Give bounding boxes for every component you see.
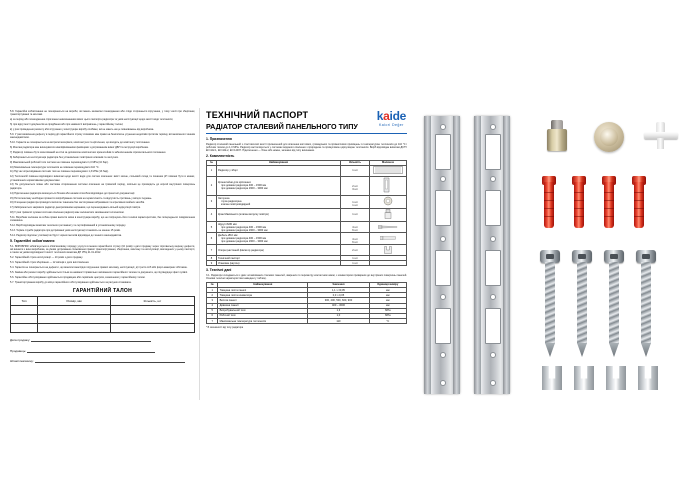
page-title: ТЕХНІЧНИЙ ПАСПОРТ [206,110,309,120]
kit-table [206,160,407,266]
paragraph: Радіатор сталевий панельний з сталі високої якості призначений для опалення житлових, громадських та промислових приміщень із температурою теплоносія до 110 °C і робочим тиском до 1,0 МПа. Радіатор застосовується у системах водяного опалення з природною та примусовою циркуляцією теплоносія. Виріб відповідає вимогам ДСТУ EN 442-1, EN 442-2, EN 14037. Підключення — бічне або нижнє, залежно від типу виконання. [206,142,407,153]
cell: Робочий тиск [218,313,308,318]
cell: Випробувальний тиск [218,308,308,313]
paragraph: 5.9. У разі виявлення дефекту в період дії гарантійного строку споживач має право на безоплатне усунення недоліків протягом терміну, встановленого чинним законодавством. [10,132,195,140]
cell [11,306,38,315]
field-label: Продавець: [10,348,27,353]
qty-value: 4 шт [352,237,358,241]
paragraph: 5.1. ВИРОБНИК зобов'язується в обов'язковому порядку усунути в межах гарантійного строку (10 років) з дати продажу через торговельну мережу дефекти, які виникли з вини виробника, за умови дотримання споживачем правил транспортування, зберігання, монтажу та експлуатації, викладених у цьому паспорті, а також за умови відповідності якості теплоносія вимогам ДП УНЦ 21.01-2012. [10,244,195,255]
column-header: № [207,282,218,287]
cell-qty [341,195,370,208]
cell-picture [370,221,407,233]
cell [11,324,38,333]
column-header: Тип [11,297,38,306]
dowel-shank [544,182,554,228]
cell: 300, 400, 500, 600, 900 [308,298,369,303]
table-row [11,306,195,315]
cell-qty: 1 шт [341,261,370,266]
cell-index: 7 [207,245,217,256]
paragraph: 7) Радіатор повинен бути змонтований на стіні за допомогою комплектних кронштейнів із забезпеченням горизонтального положення. [10,150,167,154]
table-row [11,324,195,333]
cell: 3 [207,298,218,303]
blind-plug-photo [594,122,624,152]
paragraph: 5.10. Гарантія не поширюється на витратні матеріали, комплектуючі та кріплення, що входять до комплекту постачання. [10,141,151,145]
paragraph: б) при відсутності документів на придбання або при наявності виправлень у гарантійному талоні; [10,123,124,127]
spec-footnote: * В залежності від типу радіатора [206,325,244,329]
field-rule [27,348,155,353]
cell: 1,1 ч ±0,05 [308,287,369,292]
warranty-card-title: ГАРАНТІЙНИЙ ТАЛОН [73,288,132,295]
paragraph: 5.4. Гарантія не поширюється на дефекти, що виникли внаслідок порушення правил монтажу, експлуатації, дії третіх осіб або форс-мажорних обставин. [10,266,188,270]
screw-photo [572,250,592,358]
screw-shaft [609,262,619,344]
field-label: Дата продажу: [10,338,31,343]
bracket-edge [474,116,481,394]
paragraph: 6) Монтаж радіатора має виконуватися кваліфікованими фахівцями з дотриманням вимог ДБН та інструкції виробника. [10,145,149,149]
cell-picture [370,165,407,176]
field-row [10,358,195,363]
bracket-slot [435,308,451,344]
item-sublabel: при довжині радіатора 1600 – 3000 мм [221,240,268,244]
bracket-hole [490,294,496,300]
air-vent-icon [384,209,392,219]
bracket-hole [440,380,446,386]
paragraph: 8) Забороняється експлуатація радіатора без установлених повітряних клапанів та заглушок. [10,155,119,159]
cell: 110 [308,319,369,324]
column-header: Кількість [341,160,370,165]
hook-icon [384,246,392,254]
section3-title: 3. Технічні дані [206,268,232,273]
cell: °C [369,319,406,324]
qty-value: 1 шт [352,203,358,207]
screw-photo [604,250,624,358]
screw-shaft [641,262,651,344]
document-sheet [8,108,692,400]
item-label: Шуруп 8х80 мм: [218,222,238,226]
cell: мм [369,303,406,308]
cell [110,306,194,315]
paragraph: 11) Під час опресовування системи тиск не повинен перевищувати 1,3 МПа (13 бар). [10,170,109,174]
cell [110,315,194,324]
paragraph: 5.11. Виробник залишає за собою право вносити зміни в конструкцію виробу, що не погіршують його технічні характеристики, без попереднього повідомлення споживача. [10,216,195,223]
cell: МПа [369,313,406,318]
bracket-hole [490,352,496,358]
paragraph: в) у разі проведення ремонту або втручання у конструкцію виробу особами, які не мають на це повноважень від виробника. [10,127,155,131]
cell: 1 [207,287,218,292]
table-row [11,315,195,324]
divider [206,133,407,134]
table-header-row [11,297,195,306]
column-header: Одиниця виміру [369,282,406,287]
column-header: Найменування [218,282,308,287]
screw-tip [545,343,555,357]
cell [11,315,38,324]
screw-shaft [577,262,587,344]
table-row [207,176,407,195]
cell-index: 6 [207,233,217,245]
paragraph: 10) Максимальна температура теплоносія не повинна перевищувати 110 °C. [10,165,100,169]
screw-photo [636,250,656,358]
dowel-shank [574,182,584,228]
paragraph: 14) Підключення радіатора виконується бічним або нижнім способом відповідно до проектної документації. [10,191,136,195]
cell: Товщина листа панелі [218,287,308,292]
dowel-photo [542,176,556,228]
qty-value: 2 шт [352,184,358,188]
plug-icon [382,196,394,206]
dowel-shank [604,182,614,228]
table-row [207,245,407,256]
cell: 4 [207,303,218,308]
paragraph: а) за період або пошкодження спричинені невиконанням вимог цього паспорта радіатора та умов експлуатації щодо якості води теплоносія; [10,118,174,122]
cell-picture [370,176,407,195]
cell-index: 8 [207,256,217,261]
cell-qty: 1 шт [341,165,370,176]
cell-qty [341,176,370,195]
section1-body [206,143,407,153]
item-label: Кронштейни для кріплення: [218,181,252,185]
cell: мм [369,298,406,303]
field-label: Штамп магазину: [10,359,34,364]
field-rule [35,358,185,363]
bracket-left [424,116,460,394]
bracket-slot [435,190,451,226]
column-header: Розмір, мм [38,297,111,306]
wall-clip-photo [644,122,678,150]
spec-table [206,282,407,325]
paragraph: 15) Після монтажу необхідно провести випробування системи на герметичність та відсутність протікань у місцях з'єднань. [10,196,153,200]
paragraph: 17) Забороняється закривати радіатор декоративними екранами, що перешкоджають вільній циркуляції повітря. [10,206,141,210]
cell: Довжина панелі [218,303,308,308]
paragraph: 5.14. Радіатор підлягає утилізації як брухт чорних металів відповідно до чинного законодавства. [10,234,122,238]
bracket-edge [424,116,431,394]
screw-tip [641,343,651,357]
dowel-photo [602,176,616,228]
brackets-photo [412,108,528,400]
cell-name [217,195,341,208]
left-column [8,108,200,400]
bracket-slot [435,250,451,286]
field-row [10,348,195,353]
table-row [207,233,407,245]
cell-index: 4 [207,208,217,221]
item-label: Дюбель Ø10 мм: [218,234,239,238]
item-sublabel: при довжині радіатора 400 – 1500 мм [221,184,267,188]
qty-value: 3 шт [352,187,358,191]
item-sublabel: при довжині радіатора 400 – 1500 мм [221,225,267,229]
table-row [207,195,407,208]
cell-picture [370,208,407,221]
cell [38,324,111,333]
bracket-slot [485,134,501,170]
cell-picture [370,233,407,245]
cell-index: 5 [207,221,217,233]
cell-name: Упаковка (картон) [217,261,341,266]
dowel-photo [632,176,646,228]
item-sublabel: при довжині радіатора 400 – 1500 мм [221,237,267,241]
paragraph: 5.12. Виріб відповідає вимогам технічного регламенту та сертифікований в установленому порядку. [10,224,126,228]
logo-tagline: Kalori Değer [379,122,404,127]
dowel-photo [572,176,586,228]
cell [38,315,111,324]
air-vent-valve-photo [544,120,570,154]
screw-photo [540,250,560,358]
support-hook-photo [606,366,626,390]
qty-value: 6 шт [352,228,358,232]
cell: мм [369,293,406,298]
cell-name [217,233,341,245]
cell: 6 [207,313,218,318]
bracket-edge [453,116,460,394]
clip-foot [657,138,664,149]
bracket-icon [383,177,393,193]
support-hook-photo [638,366,658,390]
cell-picture [370,261,407,266]
bracket-hole [440,352,446,358]
brand-logo [377,110,406,127]
paragraph: 16) Очищення радіатора проводити вологою тканиною без застосування абразивних та агресивних мийних засобів. [10,201,145,205]
page-subtitle: РАДІАТОР СТАЛЕВИЙ ПАНЕЛЬНОГО ТИПУ [206,122,358,131]
cell-qty: 1 шт [341,208,370,221]
column-header: Кількість, шт [110,297,194,306]
dowel-icon [380,235,396,241]
paragraph: 3.1. Радіатори складаються з двох штампованих сталевих панелей, зварених по периметру контактним швом, з конвектором приварним до внутрішніх поверхонь панелей. Основні технічні характеристики наведені у таблиці. [206,273,407,280]
cell-index: 9 [207,261,217,266]
screw-tip [609,343,619,357]
bracket-hole [490,176,496,182]
left-text-block [10,110,195,237]
column-header: Значення [308,282,369,287]
cell-index: 2 [207,176,217,195]
support-hook-photo [574,366,594,390]
bracket-slot [485,190,501,226]
bracket-hole [490,380,496,386]
item-sublabel: глуха радіаторна [221,200,242,204]
cell-name: Опора (настінний фіксатор радіатора) [217,245,341,256]
middle-column [200,108,412,400]
guarantee-text-block [10,245,195,284]
table-row [207,319,407,324]
paragraph: 5.7. Транспортування виробу до місця гарантійного обслуговування здійснюється за рахунок споживача. [10,280,132,284]
qty-value: 1 шт [352,200,358,204]
cell: 7 [207,319,218,324]
cell-qty [341,221,370,233]
cell-name: Кран Маєвського (клапан випуску повітря) [217,208,341,221]
bracket-hole [490,236,496,242]
paragraph: 5.8. Гарантійні зобов'язання не поширюються на вироби, які мають механічні пошкодження або сліди стороннього втручання, у тому числі при зберіганні, транспортуванні та монтажі. [10,110,195,117]
cell: 2 [207,293,218,298]
cell-name: Радіатор у зборі [217,165,341,176]
cell: 1,0 [308,313,369,318]
flame-icon: a [383,109,390,123]
cell-picture [370,245,407,256]
table-row [207,261,407,266]
cell: Товщина листа конвектора [218,293,308,298]
cell-name [217,176,341,195]
bracket-slot [485,250,501,286]
bracket-hole [440,236,446,242]
bracket-slot [485,308,501,344]
bracket-hole [490,124,496,130]
paragraph: 12) Теплоносій повинен відповідати вимогам щодо якості води для систем опалення: вміст кисню, сольовий склад та показник pH повинні бути в межах, установлених нормативними документами. [10,175,195,182]
field-rule [31,337,151,342]
section1-title: 1. Призначення [206,137,232,141]
bracket-hole [440,294,446,300]
cell [38,306,111,315]
cell-name [217,221,341,233]
guarantee-section-title: 5. Гарантійні зобов'язання [10,239,55,244]
screw-tip [577,343,587,357]
cell: мм [369,287,406,292]
field-row [10,337,195,342]
cell: Максимальна температура теплоносія [218,319,308,324]
cell: 0,3 ч 0,05 [308,293,369,298]
qty-value: 4 шт [352,225,358,229]
bracket-edge [503,116,510,394]
paragraph: 13) Не допускається повне або часткове спорожнення системи опалення на тривалий період, оскільки це призводить до корозії внутрішніх поверхонь радіатора. [10,183,195,190]
table-row [207,208,407,221]
dowel-shank [634,182,644,228]
bracket-slot [435,134,451,170]
radiator-icon [373,166,403,174]
screw-shaft [545,262,555,344]
column-header: Найменування [217,160,341,165]
cell-index: 1 [207,165,217,176]
paragraph: 18) У разі тривалої зупинки системи опалення радіатор має залишатися заповненим теплоносієм. [10,211,125,215]
column-header: № [207,160,217,165]
cell: 5 [207,308,218,313]
parts-photo [528,108,692,400]
cell [110,324,194,333]
qty-value: 6 шт [352,240,358,244]
paragraph: 5.3. Гарантійний строк зберігання — 12 місяців з дати виготовлення. [10,261,90,265]
paragraph: 9) Максимальний робочий тиск системи не повинен перевищувати 1,0 МПа (10 бар). [10,160,109,164]
valve-body [547,129,567,151]
section2-title: 2. Комплектність [206,154,235,159]
bracket-hole [440,176,446,182]
item-label: Заглушка [218,197,230,201]
cell: Висота панелі [218,298,308,303]
bracket-hole [440,124,446,130]
logo-text: kaide [376,109,406,123]
table-row [207,221,407,233]
cell-qty: 1 шт [341,256,370,261]
cell: 400 – 3000 [308,303,369,308]
section3-intro [206,274,407,281]
item-sublabel: при довжині радіатора 1600 – 3000 мм [221,228,268,232]
warranty-table [10,296,195,333]
cell-name: Технічний паспорт [217,256,341,261]
cell-index: 3 [207,195,217,208]
cell-qty: 2 шт [341,245,370,256]
paragraph: 5.6. Гарантійне обслуговування здійснюється продавцем або сервісним центром, зазначеним у гарантійному талоні. [10,275,146,279]
column-header: Малюнок [370,160,407,165]
cell-qty [341,233,370,245]
cell-picture [370,195,407,208]
item-sublabel: клапан повітровідвідний [221,203,251,207]
table-row [207,165,407,176]
paragraph: 5.13. Термін служби радіатора при дотриманні умов експлуатації становить не менше 15 років. [10,229,121,233]
support-hook-photo [542,366,562,390]
screw-icon [378,224,398,230]
paragraph: 5.5. Заміна або ремонт виробу здійснюється тільки за наявності правильно заповненого гарантійного талона та документа, що підтверджує факт купівлі. [10,271,188,275]
paragraph: 5.2. Гарантійний строк експлуатації — 10 років з дати продажу. [10,256,83,260]
warranty-fields [10,337,195,363]
item-sublabel: при довжині радіатора 1600 – 3000 мм [221,187,268,191]
cell: 1,3 [308,308,369,313]
cell: МПа [369,308,406,313]
bracket-right [474,116,510,394]
